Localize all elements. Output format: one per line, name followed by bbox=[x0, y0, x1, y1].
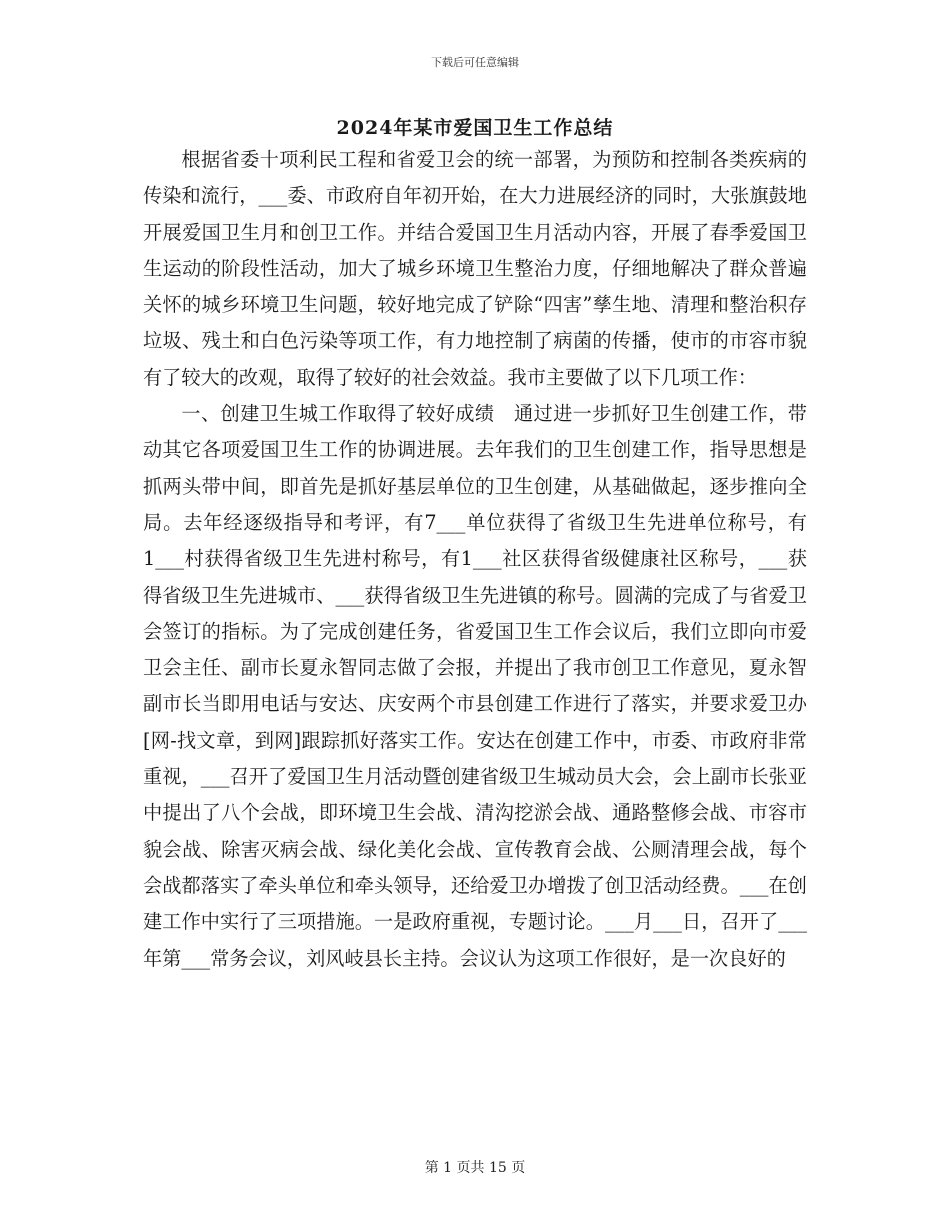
document-title: 2024年某市爱国卫生工作总结 bbox=[336, 117, 614, 139]
document-body bbox=[143, 142, 807, 977]
header-note: 下载后可任意编辑 bbox=[431, 56, 519, 69]
page-number-footer: 第 1 页共 15 页 bbox=[424, 1160, 526, 1176]
paragraph-section-one: 一、创建卫生城工作取得了较好成绩 通过进一步抓好卫生创建工作，带动其它各项爱国卫生工作的协调进展。去年我们的卫生创建工作，指导思想是抓两头带中间，即首先是抓好基层单位的卫生创建，从基础做起，逐步推向全局。去年经逐级指导和考评，有7___单位获得了省级卫生先进单位称号，有1___村获得省级卫生先进村称号，有1___社区获得省级健康社区称号，___获得省级卫生先进城市、___获得省级卫生先进镇的称号。圆满的完成了与省爱卫会签订的指标。为了完成创建任务，省爱国卫生工作会议后，我们立即向市爱卫会主任、副市长夏永智同志做了会报，并提出了我市创卫工作意见，夏永智副市长当即用电话与安达、庆安两个市县创建工作进行了落实，并要求爱卫办[网-找文章，到网]跟踪抓好落实工作。安达在创建工作中，市委、市政府非常重视，___召开了爱国卫生月活动暨创建省级卫生城动员大会，会上副市长张亚中提出了八个会战，即环境卫生会战、清沟挖淤会战、通路整修会战、市容市貌会战、除害灭病会战、绿化美化会战、宣传教育会战、公厕清理会战，每个会战都落实了牵头单位和牵头领导，还给爱卫办增拨了创卫活动经费。___在创建工作中实行了三项措施。一是政府重视，专题讨论。___月___日，召开了___年第___常务会议，刘风岐县长主持。会议认为这项工作很好，是一次良好的 bbox=[143, 402, 807, 970]
paragraph-intro: 根据省委十项利民工程和省爱卫会的统一部署，为预防和控制各类疾病的传染和流行，___委、市政府自年初开始，在大力进展经济的同时，大张旗鼓地开展爱国卫生月和创卫工作。并结合爱国卫生月活动内容，开展了春季爱国卫生运动的阶段性活动，加大了城乡环境卫生整治力度，仔细地解决了群众普遍关怀的城乡环境卫生问题，较好地完成了铲除“四害”孳生地、清理和整治积存垃圾、残土和白色污染等项工作，有力地控制了病菌的传播，使市的市容市貌有了较大的改观，取得了较好的社会效益。我市主要做了以下几项工作： bbox=[143, 148, 807, 389]
